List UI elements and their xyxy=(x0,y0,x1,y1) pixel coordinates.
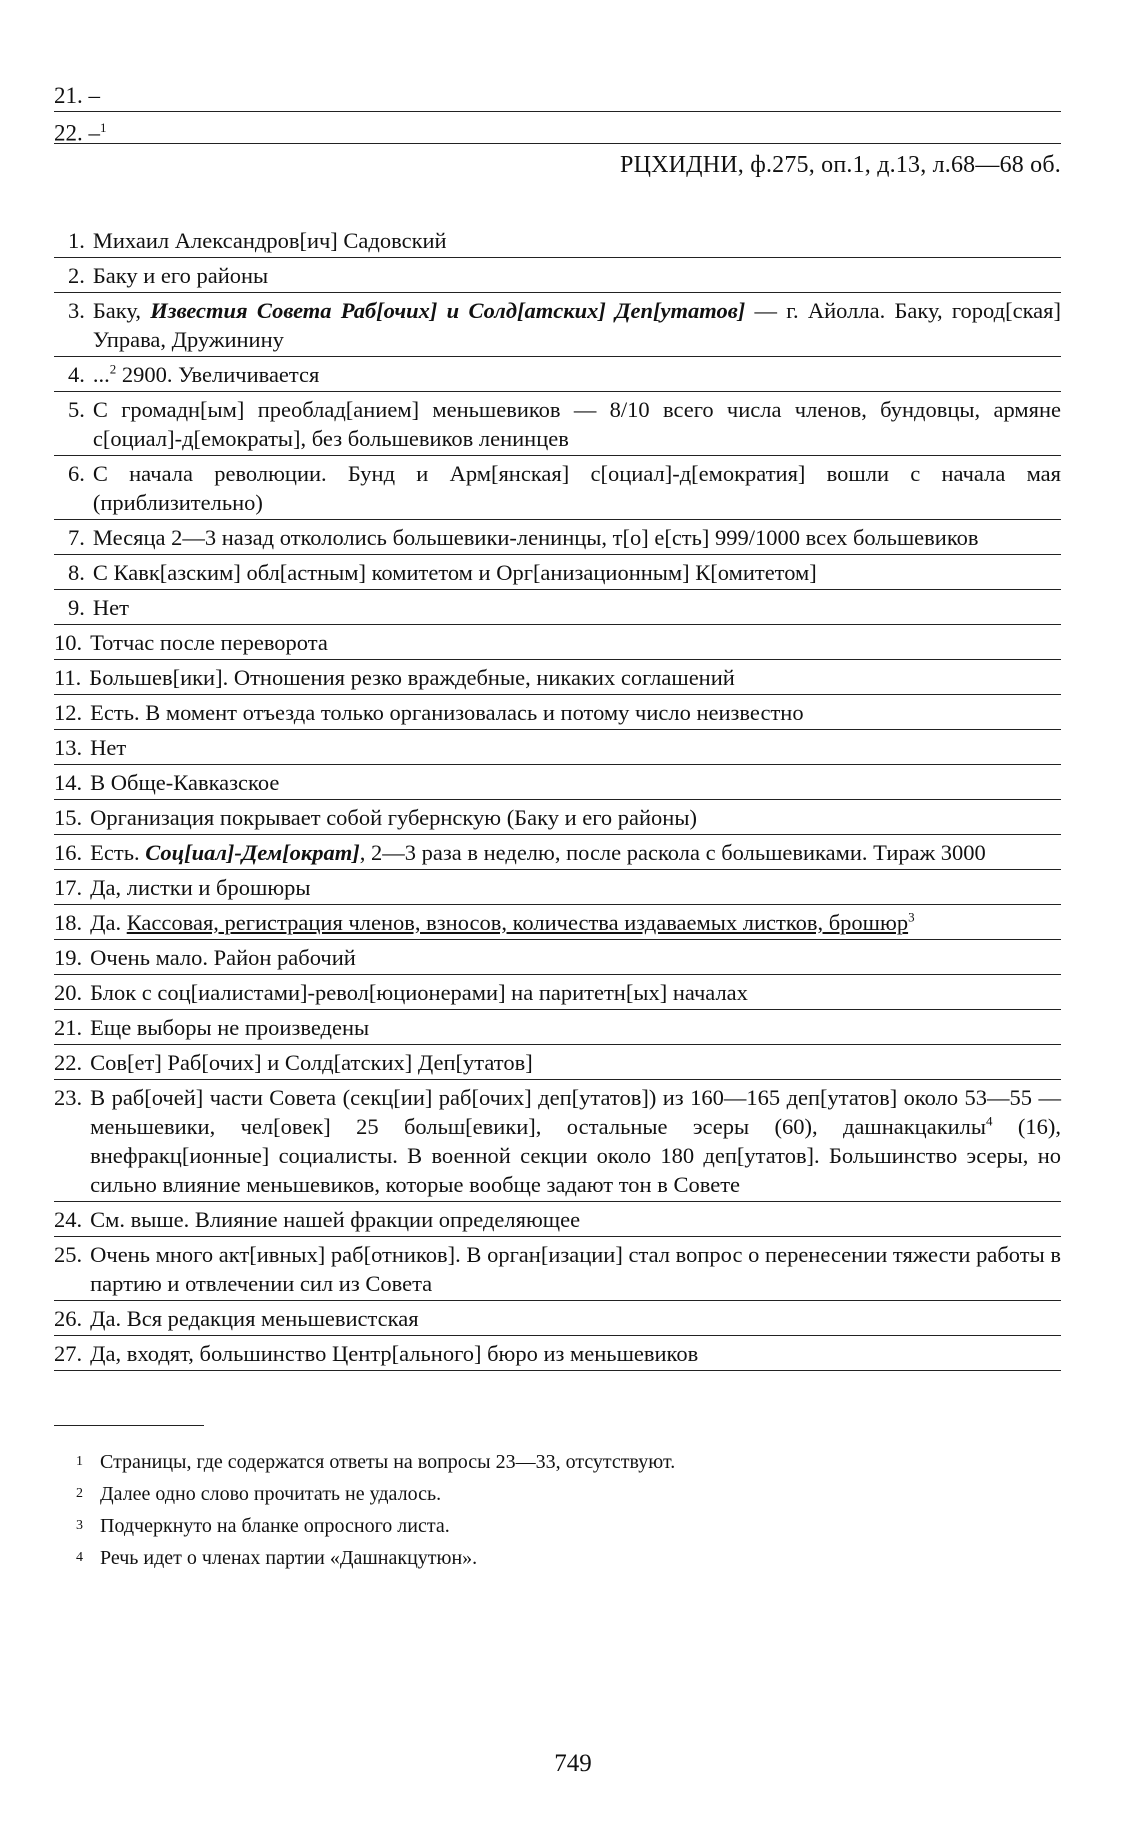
answer-row xyxy=(54,293,1061,357)
footnotes-list xyxy=(54,1446,1061,1574)
answer-text: Еще выборы не произведены xyxy=(90,1015,370,1040)
answer-text: С начала революции. Бунд и Арм[янская] с[оциал]-д[емократия] вошли с начала мая (приблизительно) xyxy=(92,461,1061,515)
answer-row xyxy=(54,660,1061,695)
answer-text: Тотчас после переворота xyxy=(90,630,328,655)
answer-row xyxy=(54,730,1061,765)
answer-number: 7. xyxy=(68,525,85,550)
answer-text: Очень много акт[ивных] раб[отников]. В орган[изации] стал вопрос о перенесении тяжести работы в партию и отвлечении сил из Совета xyxy=(90,1242,1061,1296)
answer-text: Очень мало. Район рабочий xyxy=(90,945,356,970)
answer-number: 2. xyxy=(68,263,85,288)
question-answer: – xyxy=(88,83,100,108)
answer-row xyxy=(54,223,1061,258)
answer-text: Организация покрывает собой губернскую (Баку и его районы) xyxy=(90,805,697,830)
answer-row xyxy=(54,520,1061,555)
question-number: 22. xyxy=(54,120,83,146)
answer-number: 26. xyxy=(54,1306,83,1331)
answer-row xyxy=(54,1010,1061,1045)
footnote-mark: 3 xyxy=(76,1518,83,1533)
answer-row xyxy=(54,940,1061,975)
answer-number: 23. xyxy=(54,1085,83,1110)
answer-number: 3. xyxy=(68,298,85,323)
answer-row xyxy=(54,625,1061,660)
answer-number: 6. xyxy=(68,461,85,486)
answer-row xyxy=(54,555,1061,590)
footnote-mark: 2 xyxy=(76,1486,83,1501)
footnote xyxy=(54,1510,1061,1542)
answer-row xyxy=(54,695,1061,730)
question-line xyxy=(54,80,1061,112)
answers-list xyxy=(54,223,1061,1371)
question-line xyxy=(54,112,1061,144)
answer-text: Большев[ики]. Отношения резко враждебные, никаких соглашений xyxy=(89,665,735,690)
answer-text: ...$^2$ 2900. Увеличивается xyxy=(92,361,320,387)
footnote xyxy=(54,1446,1061,1478)
answer-number: 1. xyxy=(68,228,85,253)
answer-number: 13. xyxy=(54,735,83,760)
question-answer: – xyxy=(88,120,100,146)
answer-text: См. выше. Влияние нашей фракции определяющее xyxy=(90,1207,581,1232)
footnote-text: Далее одно слово прочитать не удалось. xyxy=(100,1483,442,1505)
footnote-ref: 1 xyxy=(100,120,107,135)
answer-text: В раб[очей] части Совета (секц[ии] раб[очих] деп[утатов]) из 160—165 деп[утатов] около 53—55 — меньшевики, чел[овек] 25 больш[евики], остальные эсеры (60), дашнакцакилы$^4$ (16), внефракц[ионные] социалисты. В военной секции около 180 деп[утатов]. Большинство эсеры, но сильно влияние меньшевиков, которые вообще задают тон в Совете xyxy=(90,1085,1061,1197)
answer-text: Да, входят, большинство Центр[ального] бюро из меньшевиков xyxy=(90,1341,699,1366)
answer-row xyxy=(54,590,1061,625)
answer-number: 18. xyxy=(54,910,83,935)
answer-text: Михаил Александров[ич] Садовский xyxy=(92,228,447,253)
footnote-mark: 1 xyxy=(76,1454,83,1469)
answer-row xyxy=(54,905,1061,940)
answer-number: 21. xyxy=(54,1015,83,1040)
footnote xyxy=(54,1478,1061,1510)
answer-number: 16. xyxy=(54,840,83,865)
answer-row xyxy=(54,392,1061,456)
question-number: 21. xyxy=(54,83,83,108)
answer-row xyxy=(54,975,1061,1010)
answer-number: 5. xyxy=(68,397,85,422)
answer-row xyxy=(54,1237,1061,1301)
footnote-divider xyxy=(54,1425,204,1436)
answer-text: В Обще-Кавказское xyxy=(90,770,280,795)
answer-row xyxy=(54,1336,1061,1371)
answer-number: 9. xyxy=(68,595,85,620)
footnote-text: Подчеркнуто на бланке опросного листа. xyxy=(100,1515,450,1537)
answer-text: Есть. В момент отъезда только организовалась и потому число неизвестно xyxy=(90,700,804,725)
answer-row xyxy=(54,258,1061,293)
answer-row xyxy=(54,1080,1061,1202)
archive-reference: РЦХИДНИ, ф.275, оп.1, д.13, л.68—68 об. xyxy=(620,152,1061,178)
answer-row xyxy=(54,1045,1061,1080)
answer-row xyxy=(54,870,1061,905)
answer-number: 14. xyxy=(54,770,83,795)
answer-number: 4. xyxy=(68,362,85,387)
answer-text: Нет xyxy=(92,595,129,620)
answer-row xyxy=(54,765,1061,800)
answer-row xyxy=(54,1202,1061,1237)
answer-number: 11. xyxy=(54,665,82,690)
footnote-mark: 4 xyxy=(76,1550,83,1565)
answer-text: Баку, Известия Совета Раб[очих] и Солд[атских] Деп[утатов] — г. Айолла. Баку, город[ская] Управа, Дружинину xyxy=(92,298,1061,352)
answer-text: Нет xyxy=(90,735,127,760)
answer-number: 12. xyxy=(54,700,83,725)
answer-number: 22. xyxy=(54,1050,83,1075)
answer-text: Есть. Соц[иал]-Дем[ократ], 2—3 раза в неделю, после раскола с большевиками. Тираж 3000 xyxy=(90,840,986,865)
answer-number: 24. xyxy=(54,1207,83,1232)
footnote-text: Речь идет о членах партии «Дашнакцутюн». xyxy=(100,1547,478,1569)
footnote xyxy=(54,1542,1061,1574)
answer-text: Сов[ет] Раб[очих] и Солд[атских] Деп[утатов] xyxy=(90,1050,533,1075)
answer-number: 20. xyxy=(54,980,83,1005)
answer-number: 15. xyxy=(54,805,83,830)
answer-text: Да. Вся редакция меньшевистская xyxy=(90,1306,419,1331)
unanswered-questions xyxy=(54,80,1061,144)
answer-row xyxy=(54,835,1061,870)
answer-row xyxy=(54,1301,1061,1336)
answer-row xyxy=(54,800,1061,835)
answer-number: 8. xyxy=(68,560,85,585)
answer-number: 27. xyxy=(54,1341,83,1366)
answer-text: Да. Кассовая, регистрация членов, взносов, количества издаваемых листков, брошюр$^3$ xyxy=(90,909,915,935)
answer-text: Месяца 2—3 назад откололись большевики-ленинцы, т[о] е[сть] 999/1000 всех большевиков xyxy=(92,525,979,550)
answer-number: 19. xyxy=(54,945,83,970)
answer-text: Баку и его районы xyxy=(92,263,269,288)
answer-text: Да, листки и брошюры xyxy=(90,875,311,900)
answer-text: Блок с соц[иалистами]-револ[юционерами] на паритетн[ых] началах xyxy=(90,980,748,1005)
answer-number: 25. xyxy=(54,1242,83,1267)
page-content xyxy=(54,80,1061,1574)
answer-text: С громадн[ым] преоблад[анием] меньшевиков — 8/10 всего числа членов, бундовцы, армяне с[оциал]-д[емократы], без большевиков ленинцев xyxy=(92,397,1061,451)
answer-number: 17. xyxy=(54,875,83,900)
answer-row xyxy=(54,456,1061,520)
answer-text: С Кавк[азским] обл[астным] комитетом и Орг[анизационным] К[омитетом] xyxy=(92,560,817,585)
footnote-text: Страницы, где содержатся ответы на вопросы 23—33, отсутствуют. xyxy=(100,1451,676,1473)
answer-row xyxy=(54,357,1061,392)
answer-number: 10. xyxy=(54,630,83,655)
page-number: 749 xyxy=(554,1750,592,1777)
